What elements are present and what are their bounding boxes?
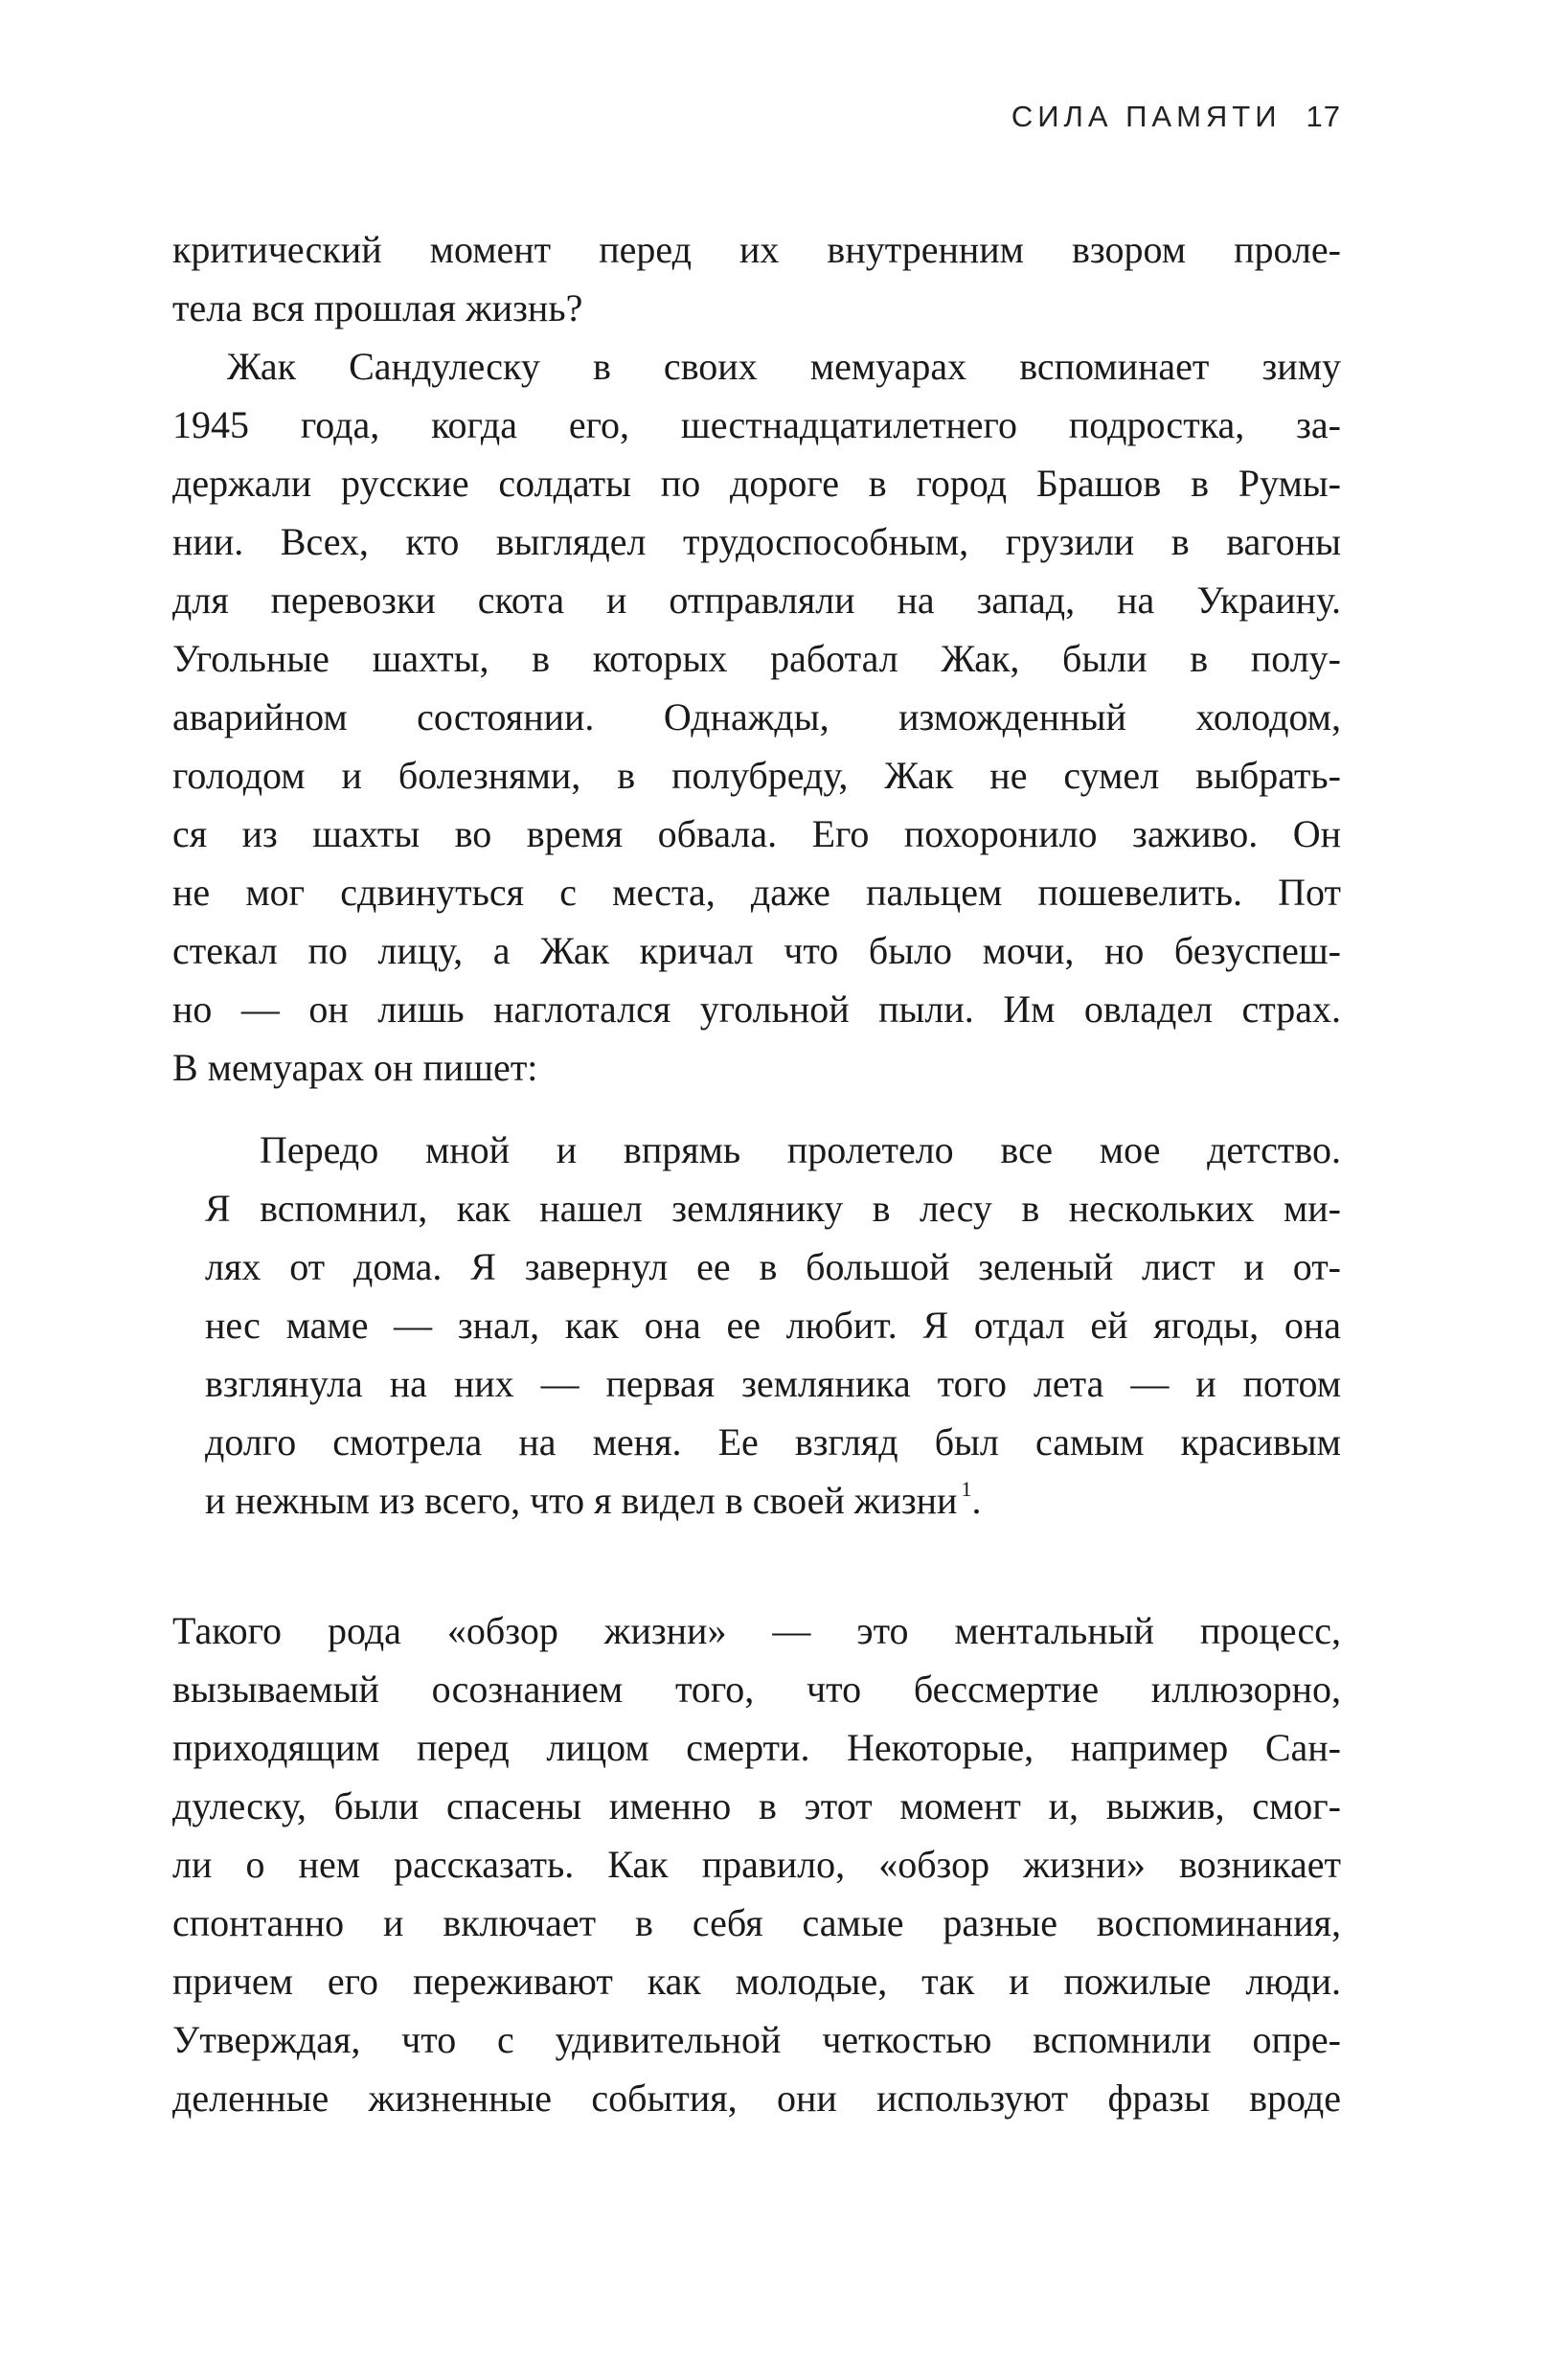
text-line: спонтанно и включает в себя самые разные воспоминания,	[172, 1901, 1341, 1944]
running-header	[1011, 100, 1341, 134]
text-line: лях от дома. Я завернул ее в большой зеленый лист и от-	[205, 1245, 1341, 1288]
quote-end: .	[971, 1479, 982, 1522]
text-line: нии. Всех, кто выглядел трудоспособным, грузили в вагоны	[172, 520, 1341, 563]
text-line: долго смотрела на меня. Ее взгляд был самым красивым	[205, 1420, 1341, 1464]
quote-last-text: и нежным из всего, что я видел в своей жизни	[205, 1479, 958, 1522]
running-title: СИЛА ПАМЯТИ	[1011, 100, 1282, 133]
text-line: голодом и болезнями, в полубреду, Жак не сумел выбрать-	[172, 754, 1341, 797]
text-line: критический момент перед их внутренним взором проле-	[172, 228, 1341, 271]
text-line: деленные жизненные события, они используют фразы вроде	[172, 2076, 1341, 2120]
text-line: ли о нем рассказать. Как правило, «обзор жизни» возникает	[172, 1843, 1341, 1886]
text-line: Жак Сандулеску в своих мемуарах вспоминает зиму	[227, 345, 1341, 388]
text-line: для перевозки скота и отправляли на запад, на Украину.	[172, 579, 1341, 622]
text-line: Передо мной и впрямь пролетело все мое детство.	[260, 1128, 1341, 1171]
text-line: причем его переживают как молодые, так и пожилые люди.	[172, 1960, 1341, 2003]
text-line: держали русские солдаты по дороге в город Брашов в Румы-	[172, 462, 1341, 505]
text-line: тела вся прошлая жизнь?	[172, 286, 583, 329]
block-quote	[205, 1121, 1341, 1530]
text-line: не мог сдвинуться с места, даже пальцем пошевелить. Пот	[172, 871, 1341, 914]
text-line: аварийном состоянии. Однажды, изможденный холодом,	[172, 695, 1341, 738]
text-line: нес маме — знал, как она ее любит. Я отдал ей ягоды, она	[205, 1304, 1341, 1347]
text-line: дулеску, были спасены именно в этот момент и, выжив, смог-	[172, 1784, 1341, 1827]
text-line: Утверждая, что с удивительной четкостью вспомнили опре-	[172, 2018, 1341, 2061]
main-text	[172, 220, 1341, 1097]
text-line: стекал по лицу, а Жак кричал что было мочи, но безуспеш-	[172, 929, 1341, 972]
text-line: но — он лишь наглотался угольной пыли. Им овладел страх.	[172, 987, 1341, 1031]
text-line: В мемуарах он пишет:	[172, 1046, 538, 1089]
page-number: 17	[1306, 100, 1341, 133]
text-line: Я вспомнил, как нашел землянику в лесу в нескольких ми-	[205, 1187, 1341, 1230]
text-line: вызываемый осознанием того, что бессмертие иллюзорно,	[172, 1668, 1341, 1711]
footnote-ref[interactable]: 1	[961, 1477, 972, 1501]
text-line: ся из шахты во время обвала. Его похоронило заживо. Он	[172, 812, 1341, 855]
text-line: Угольные шахты, в которых работал Жак, были в полу-	[172, 637, 1341, 680]
text-line: 1945 года, когда его, шестнадцатилетнего подростка, за-	[172, 403, 1341, 446]
text-line	[205, 1471, 1341, 1530]
text-line: взглянула на них — первая земляника того лета — и потом	[205, 1362, 1341, 1405]
text-line: приходящим перед лицом смерти. Некоторые, например Сан-	[172, 1726, 1341, 1769]
closing-paragraph	[172, 1601, 1341, 2127]
text-line: Такого рода «обзор жизни» — это ментальный процесс,	[172, 1609, 1341, 1652]
